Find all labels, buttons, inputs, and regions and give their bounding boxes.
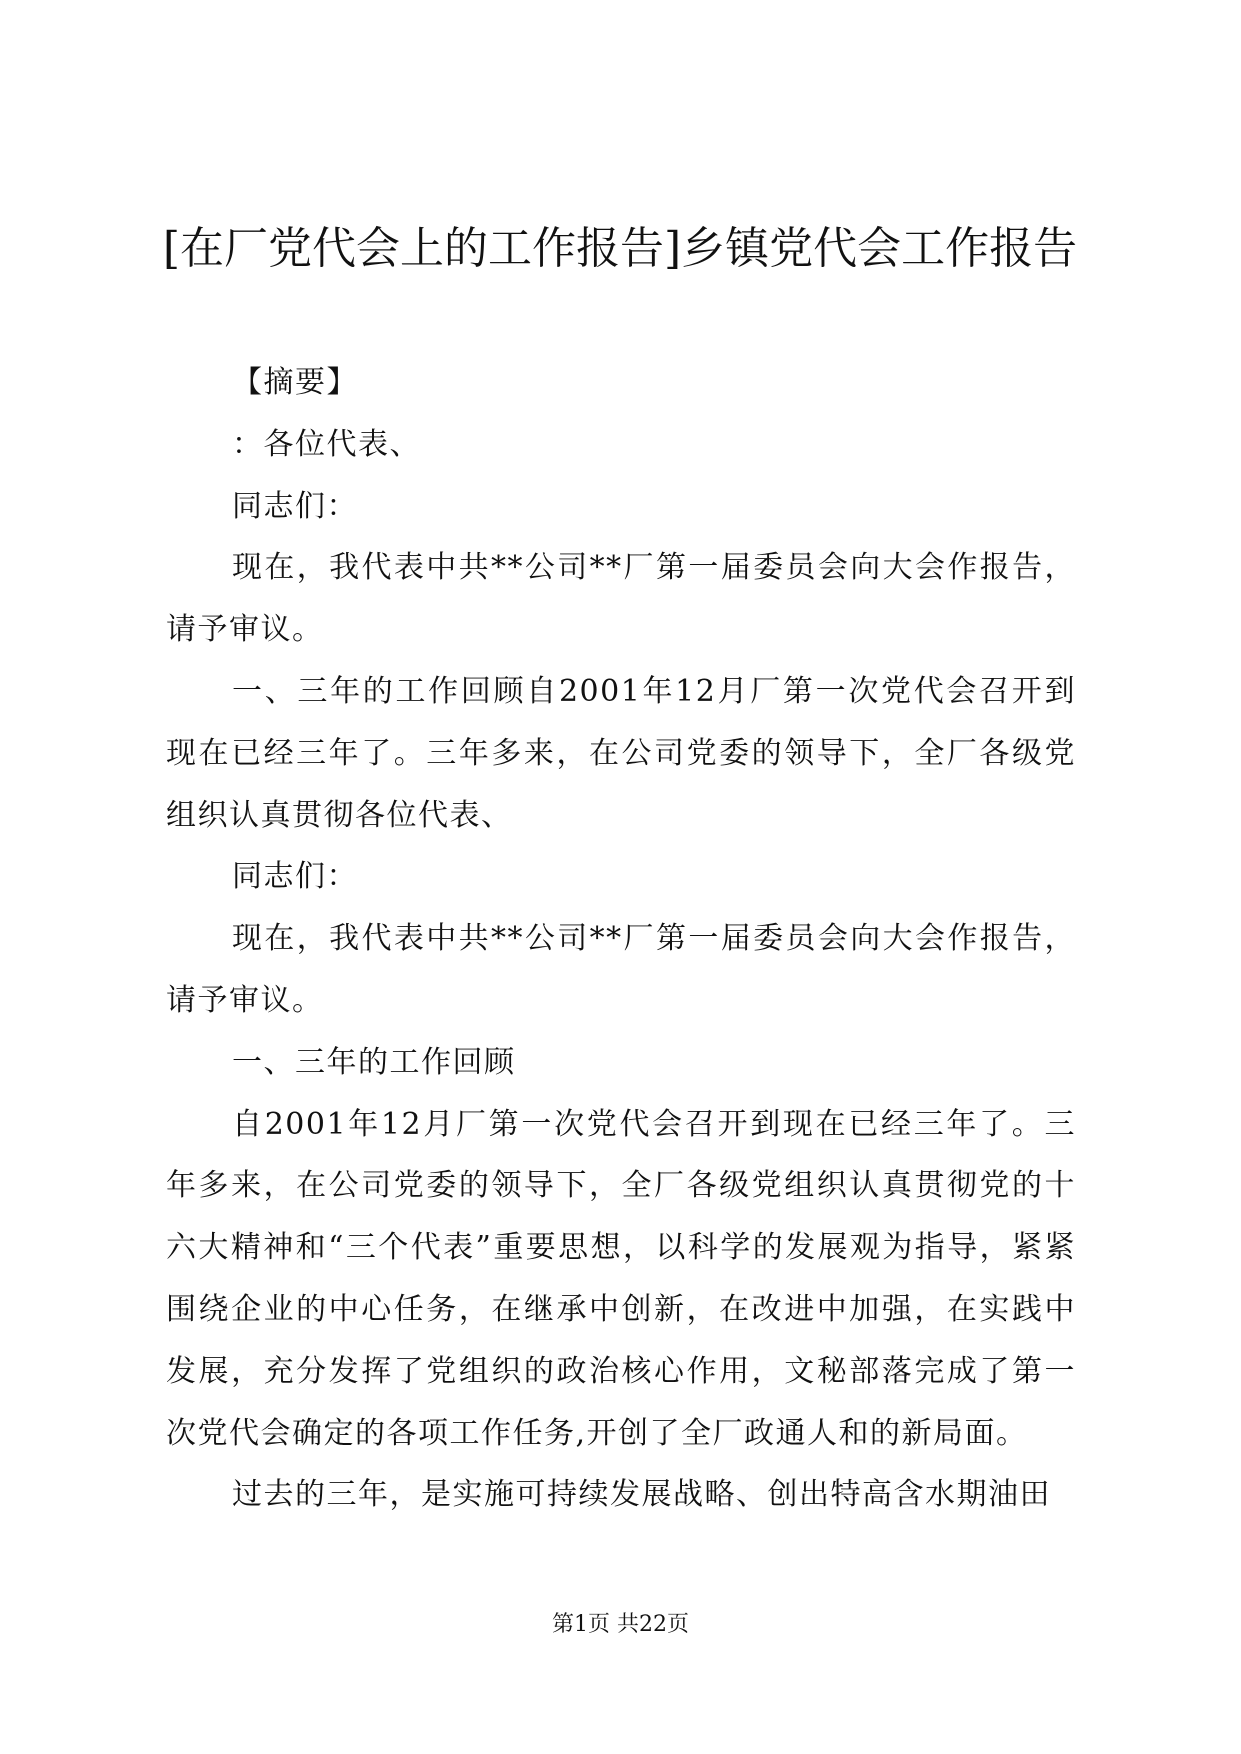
paragraph-comrades: 同志们： [232,488,358,524]
paragraph-comrades: 同志们： [232,859,358,895]
paragraph-review-summary: 一、三年的工作回顾自2001年12月厂第一次党代会召开到现在已经三年了。三年多来，在公司党委的领导下，全厂各级党组织认真贯彻各位代表、 [166,673,1076,833]
paragraph-review-body: 自2001年12月厂第一次党代会召开到现在已经三年了。三年多来，在公司党委的领导下，全厂各级党组织认真贯彻党的十六大精神和“三个代表”重要思想，以科学的发展观为指导，紧紧围绕企业的中心任务，在继承中创新，在改进中加强，在实践中发展，充分发挥了党组织的政治核心作用，文秘部落完成了第一次党代会确定的各项工作任务,开创了全厂政通人和的新局面。 [166,1106,1076,1451]
document-title: [在厂党代会上的工作报告]乡镇党代会工作报告 [162,223,1078,274]
paragraph-abstract-heading: 【摘要】 [232,365,358,400]
paragraph-salutation: ：各位代表、 [232,426,421,462]
paragraph-report-intro: 现在，我代表中共**公司**厂第一届委员会向大会作报告，请予审议。 [166,550,1076,648]
paragraph-report-intro: 现在，我代表中共**公司**厂第一届委员会向大会作报告，请予审议。 [166,921,1076,1018]
page-number-footer: 第1页 共22页 [552,1612,689,1637]
paragraph-past-three-years: 过去的三年，是实施可持续发展战略、创出特高含水期油田 [232,1477,1051,1513]
section-heading-review: 一、三年的工作回顾 [232,1044,516,1080]
document-body [166,352,1076,1526]
